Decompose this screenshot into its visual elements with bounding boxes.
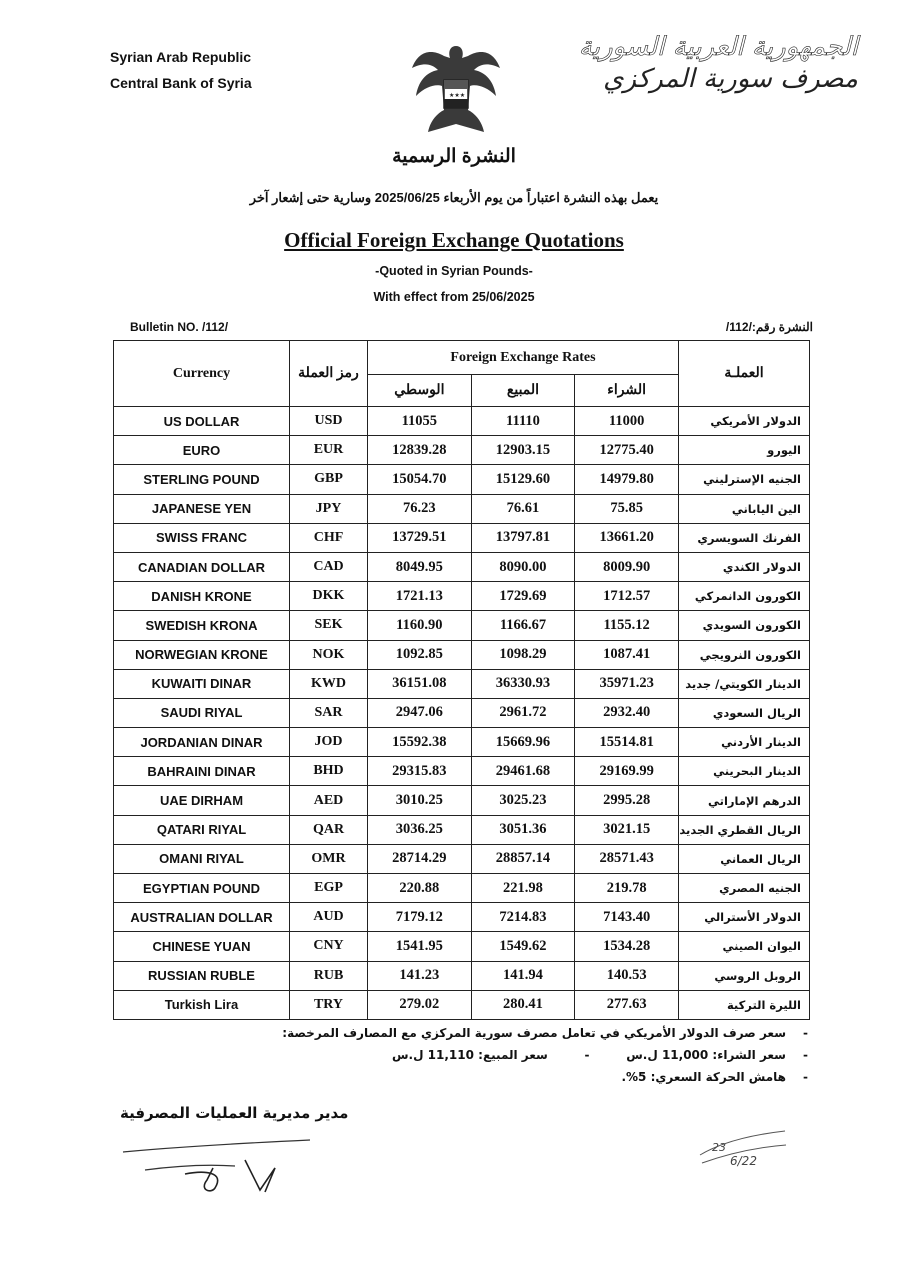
cell-code: TRY: [290, 990, 368, 1019]
cell-currency-ar: الريال القطري الجديد: [679, 815, 810, 844]
note-separator: -: [584, 1048, 590, 1062]
cell-sell-rate: 221.98: [471, 874, 575, 903]
note-usd-rate: [188, 1022, 808, 1044]
cell-buy-rate: 2995.28: [575, 786, 679, 815]
cell-currency: JAPANESE YEN: [114, 494, 290, 523]
cell-buy-rate: 28571.43: [575, 844, 679, 873]
cell-currency-ar: الفرنك السويسري: [679, 523, 810, 552]
cell-sell-rate: 11110: [471, 407, 575, 436]
cell-currency: STERLING POUND: [114, 465, 290, 494]
svg-text:★★★: ★★★: [449, 93, 466, 99]
cell-code: OMR: [290, 844, 368, 873]
cell-currency-ar: الجنيه الإسترليني: [679, 465, 810, 494]
header-currency: Currency: [114, 341, 290, 407]
cell-currency: RUSSIAN RUBLE: [114, 961, 290, 990]
table-row: [114, 932, 810, 961]
bulletin-title-en: Official Foreign Exchange Quotations: [284, 228, 624, 252]
syrian-eagle-emblem-icon: [410, 38, 502, 138]
cell-currency-ar: الريال العماني: [679, 844, 810, 873]
cell-code: NOK: [290, 640, 368, 669]
table-row: [114, 990, 810, 1019]
bulletin-number-ar: النشرة رقم:/112/: [725, 320, 813, 334]
cell-buy-rate: 29169.99: [575, 757, 679, 786]
cell-sell-rate: 15669.96: [471, 728, 575, 757]
note-text: سعر صرف الدولار الأمريكي في تعامل مصرف سورية المركزي مع المصارف المرخصة:: [282, 1026, 786, 1040]
header-middle: الوسطي: [368, 375, 472, 407]
table-row: [114, 494, 810, 523]
cell-middle-rate: 15592.38: [368, 728, 472, 757]
cell-code: EUR: [290, 436, 368, 465]
cell-middle-rate: 3010.25: [368, 786, 472, 815]
table-row: [114, 961, 810, 990]
cell-sell-rate: 28857.14: [471, 844, 575, 873]
cell-buy-rate: 7143.40: [575, 903, 679, 932]
cell-buy-rate: 1712.57: [575, 582, 679, 611]
header-currency-ar: العملـة: [679, 341, 810, 407]
cell-middle-rate: 220.88: [368, 874, 472, 903]
cell-currency: OMANI RIYAL: [114, 844, 290, 873]
table-row: [114, 669, 810, 698]
bulletin-number-en: Bulletin NO. /112/: [130, 320, 229, 334]
table-row: [114, 582, 810, 611]
cell-middle-rate: 2947.06: [368, 698, 472, 727]
org-bank-ar: مصرف سورية المركزي: [603, 64, 858, 94]
cell-currency-ar: الكورون السويدي: [679, 611, 810, 640]
cell-buy-rate: 35971.23: [575, 669, 679, 698]
cell-sell-rate: 13797.81: [471, 523, 575, 552]
cell-middle-rate: 29315.83: [368, 757, 472, 786]
effective-date: With effect from 25/06/2025: [373, 290, 535, 304]
cell-buy-rate: 3021.15: [575, 815, 679, 844]
cell-code: SEK: [290, 611, 368, 640]
table-row: [114, 815, 810, 844]
svg-text:23: 23: [712, 1141, 726, 1154]
handwritten-signature-icon: [115, 1130, 315, 1200]
cell-currency-ar: الجنيه المصري: [679, 874, 810, 903]
cell-currency-ar: اليورو: [679, 436, 810, 465]
note-buy-rate: سعر الشراء: 11,000 ل.س: [626, 1048, 786, 1062]
cell-buy-rate: 12775.40: [575, 436, 679, 465]
cell-middle-rate: 36151.08: [368, 669, 472, 698]
cell-sell-rate: 280.41: [471, 990, 575, 1019]
cell-sell-rate: 29461.68: [471, 757, 575, 786]
cell-code: BHD: [290, 757, 368, 786]
cell-buy-rate: 1155.12: [575, 611, 679, 640]
cell-buy-rate: 277.63: [575, 990, 679, 1019]
note-buy-sell: [188, 1044, 808, 1066]
cell-currency-ar: الدينار الكويتي/ جديد: [679, 669, 810, 698]
cell-currency-ar: الكورون النرويجي: [679, 640, 810, 669]
cell-currency: KUWAITI DINAR: [114, 669, 290, 698]
cell-middle-rate: 141.23: [368, 961, 472, 990]
cell-sell-rate: 8090.00: [471, 552, 575, 581]
note-bullet: -: [803, 1048, 808, 1062]
cell-currency: EGYPTIAN POUND: [114, 874, 290, 903]
cell-currency: QATARI RIYAL: [114, 815, 290, 844]
cell-currency: BAHRAINI DINAR: [114, 757, 290, 786]
cell-currency-ar: الدولار الأسترالي: [679, 903, 810, 932]
cell-middle-rate: 11055: [368, 407, 472, 436]
cell-currency-ar: الدينار البحريني: [679, 757, 810, 786]
cell-buy-rate: 75.85: [575, 494, 679, 523]
table-body: [114, 407, 810, 1020]
header-buy: الشراء: [575, 375, 679, 407]
bulletin-title-ar: النشرة الرسمية: [392, 146, 516, 167]
cell-middle-rate: 13729.51: [368, 523, 472, 552]
cell-buy-rate: 11000: [575, 407, 679, 436]
cell-buy-rate: 15514.81: [575, 728, 679, 757]
cell-code: DKK: [290, 582, 368, 611]
cell-code: SAR: [290, 698, 368, 727]
exchange-rates-table: [113, 340, 810, 1020]
cell-currency: SAUDI RIYAL: [114, 698, 290, 727]
table-row: [114, 523, 810, 552]
table-row: [114, 728, 810, 757]
cell-code: QAR: [290, 815, 368, 844]
cell-currency: SWISS FRANC: [114, 523, 290, 552]
header-code: رمز العملة: [290, 341, 368, 407]
cell-code: GBP: [290, 465, 368, 494]
cell-currency: CANADIAN DOLLAR: [114, 552, 290, 581]
table-row: [114, 465, 810, 494]
cell-sell-rate: 36330.93: [471, 669, 575, 698]
cell-currency-ar: اليوان الصيني: [679, 932, 810, 961]
cell-code: EGP: [290, 874, 368, 903]
cell-middle-rate: 7179.12: [368, 903, 472, 932]
org-bank-en: Central Bank of Syria: [110, 75, 252, 91]
cell-sell-rate: 141.94: [471, 961, 575, 990]
table-row: [114, 436, 810, 465]
cell-buy-rate: 219.78: [575, 874, 679, 903]
cell-currency: UAE DIRHAM: [114, 786, 290, 815]
table-row: [114, 844, 810, 873]
note-margin: [188, 1066, 808, 1088]
notes-section: [188, 1022, 808, 1088]
table-row: [114, 552, 810, 581]
cell-currency: CHINESE YUAN: [114, 932, 290, 961]
cell-currency: Turkish Lira: [114, 990, 290, 1019]
cell-currency-ar: الدينار الأردني: [679, 728, 810, 757]
cell-currency: DANISH KRONE: [114, 582, 290, 611]
cell-sell-rate: 1166.67: [471, 611, 575, 640]
table-row: [114, 407, 810, 436]
cell-sell-rate: 1549.62: [471, 932, 575, 961]
cell-currency: JORDANIAN DINAR: [114, 728, 290, 757]
cell-middle-rate: 279.02: [368, 990, 472, 1019]
cell-currency-ar: الروبل الروسي: [679, 961, 810, 990]
cell-sell-rate: 15129.60: [471, 465, 575, 494]
table-row: [114, 640, 810, 669]
note-text: هامش الحركة السعري: 5%.: [621, 1070, 786, 1084]
cell-code: JOD: [290, 728, 368, 757]
org-country-en: Syrian Arab Republic: [110, 49, 252, 65]
cell-middle-rate: 3036.25: [368, 815, 472, 844]
cell-sell-rate: 76.61: [471, 494, 575, 523]
cell-currency: NORWEGIAN KRONE: [114, 640, 290, 669]
cell-currency: US DOLLAR: [114, 407, 290, 436]
cell-buy-rate: 1087.41: [575, 640, 679, 669]
bulletin-subtitle-ar: يعمل بهذه النشرة اعتباراً من يوم الأربعاء 2025/06/25 وسارية حتى إشعار آخر: [249, 190, 659, 205]
cell-currency-ar: الدولار الكندي: [679, 552, 810, 581]
cell-currency: EURO: [114, 436, 290, 465]
cell-sell-rate: 7214.83: [471, 903, 575, 932]
cell-currency-ar: الريال السعودي: [679, 698, 810, 727]
cell-currency-ar: الين الياباني: [679, 494, 810, 523]
cell-sell-rate: 1729.69: [471, 582, 575, 611]
org-name-ar: [579, 32, 858, 94]
table-row: [114, 903, 810, 932]
cell-currency-ar: الليرة التركية: [679, 990, 810, 1019]
cell-middle-rate: 28714.29: [368, 844, 472, 873]
cell-currency: AUSTRALIAN DOLLAR: [114, 903, 290, 932]
cell-sell-rate: 3025.23: [471, 786, 575, 815]
header-sell: المبيع: [471, 375, 575, 407]
table-row: [114, 874, 810, 903]
cell-code: CAD: [290, 552, 368, 581]
cell-currency-ar: الدرهم الإماراتي: [679, 786, 810, 815]
handwritten-initials-icon: [690, 1125, 790, 1175]
cell-currency: SWEDISH KRONA: [114, 611, 290, 640]
quoted-currency-note: -Quoted in Syrian Pounds-: [375, 264, 533, 278]
cell-sell-rate: 1098.29: [471, 640, 575, 669]
table-row: [114, 757, 810, 786]
cell-sell-rate: 12903.15: [471, 436, 575, 465]
cell-middle-rate: 15054.70: [368, 465, 472, 494]
cell-currency-ar: الدولار الأمريكي: [679, 407, 810, 436]
cell-buy-rate: 1534.28: [575, 932, 679, 961]
cell-buy-rate: 13661.20: [575, 523, 679, 552]
table-row: [114, 786, 810, 815]
cell-code: RUB: [290, 961, 368, 990]
cell-middle-rate: 76.23: [368, 494, 472, 523]
cell-code: AUD: [290, 903, 368, 932]
cell-code: USD: [290, 407, 368, 436]
cell-buy-rate: 140.53: [575, 961, 679, 990]
cell-middle-rate: 1541.95: [368, 932, 472, 961]
cell-code: CNY: [290, 932, 368, 961]
cell-sell-rate: 3051.36: [471, 815, 575, 844]
cell-code: AED: [290, 786, 368, 815]
table-row: [114, 698, 810, 727]
note-bullet: -: [803, 1070, 808, 1084]
cell-code: CHF: [290, 523, 368, 552]
note-bullet: -: [803, 1026, 808, 1040]
cell-middle-rate: 1160.90: [368, 611, 472, 640]
signatory-title: مدير مديرية العمليات المصرفية: [120, 1104, 349, 1122]
cell-middle-rate: 8049.95: [368, 552, 472, 581]
cell-middle-rate: 1721.13: [368, 582, 472, 611]
org-name-en: [110, 44, 252, 96]
header-rates: Foreign Exchange Rates: [368, 341, 679, 375]
cell-code: JPY: [290, 494, 368, 523]
cell-buy-rate: 8009.90: [575, 552, 679, 581]
cell-currency-ar: الكورون الدانمركي: [679, 582, 810, 611]
cell-buy-rate: 2932.40: [575, 698, 679, 727]
note-sell-rate: سعر المبيع: 11,110 ل.س: [391, 1048, 548, 1062]
table-row: [114, 611, 810, 640]
cell-code: KWD: [290, 669, 368, 698]
cell-sell-rate: 2961.72: [471, 698, 575, 727]
org-country-ar: الجمهورية العربية السورية: [578, 32, 858, 62]
cell-buy-rate: 14979.80: [575, 465, 679, 494]
svg-text:6/22: 6/22: [730, 1154, 757, 1168]
cell-middle-rate: 1092.85: [368, 640, 472, 669]
cell-middle-rate: 12839.28: [368, 436, 472, 465]
